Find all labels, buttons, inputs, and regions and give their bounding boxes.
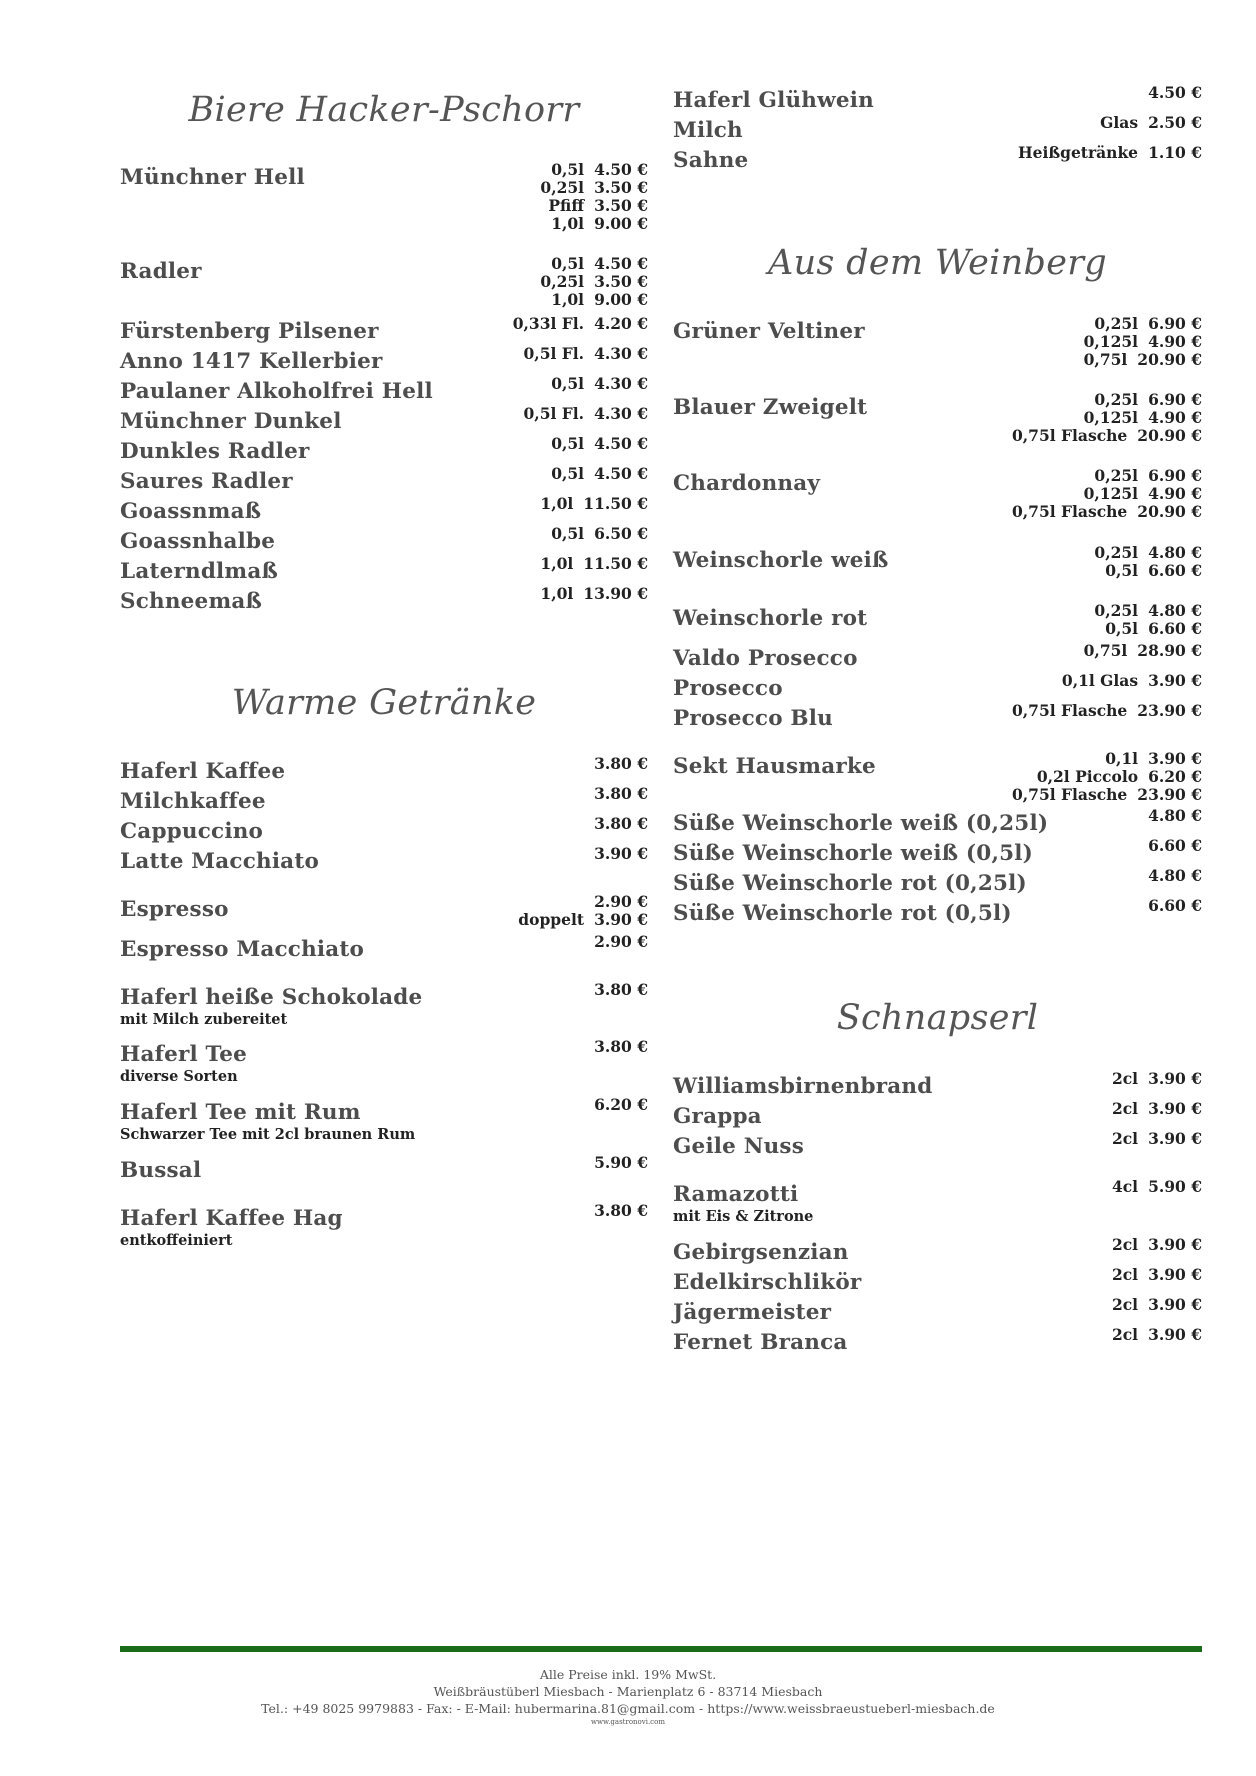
price-amount: 3.50 € — [594, 196, 648, 215]
price-list — [1112, 1296, 1202, 1314]
price-amount: 3.90 € — [1148, 671, 1202, 690]
serving-size: 0,25l — [1094, 543, 1139, 562]
price-amount: 4.90 € — [1148, 332, 1202, 351]
menu-item-description: Schwarzer Tee mit 2cl braunen Rum — [120, 1126, 416, 1143]
menu-item-name: Paulaner Alkoholfrei Hell — [120, 379, 433, 404]
serving-size: 1,0l — [540, 554, 574, 573]
menu-item-name: Anno 1417 Kellerbier — [120, 349, 383, 374]
price-amount: 13.90 € — [583, 584, 648, 603]
price-amount: 6.20 € — [1148, 767, 1202, 786]
price-amount: 20.90 € — [1137, 426, 1202, 445]
price-line — [594, 1038, 648, 1056]
menu-item-description: mit Milch zubereitet — [120, 1011, 288, 1028]
serving-size: doppelt — [518, 910, 585, 929]
menu-item-name: Fürstenberg Pilsener — [120, 319, 379, 344]
menu-item-name: Prosecco — [673, 676, 783, 701]
price-list — [1112, 1070, 1202, 1088]
price-line — [540, 291, 648, 309]
serving-size: 0,5l — [551, 434, 585, 453]
serving-size: 0,5l — [1105, 619, 1139, 638]
price-list — [594, 933, 648, 951]
menu-item-name: Weinschorle weiß — [673, 548, 889, 573]
price-list — [594, 1202, 648, 1220]
price-line — [540, 197, 648, 215]
price-line — [1112, 1100, 1202, 1118]
footer — [0, 1666, 1256, 1727]
menu-item-name: Goassnhalbe — [120, 529, 276, 554]
price-line — [513, 315, 648, 333]
price-amount: 6.90 € — [1148, 314, 1202, 333]
price-list — [594, 815, 648, 833]
price-amount: 3.90 € — [1148, 1295, 1202, 1314]
serving-size: 0,25l — [1094, 390, 1139, 409]
price-line — [540, 555, 648, 573]
price-amount: 9.00 € — [594, 214, 648, 233]
price-line — [1012, 409, 1202, 427]
footer-tax-note: Alle Preise inkl. 19% MwSt. — [539, 1667, 717, 1682]
price-amount: 3.80 € — [594, 754, 648, 773]
price-amount: 4.30 € — [594, 344, 648, 363]
serving-size: 0,25l — [540, 178, 585, 197]
price-list — [1148, 84, 1202, 102]
serving-size: 0,5l — [551, 254, 585, 273]
serving-size: 0,5l — [551, 524, 585, 543]
price-list — [540, 255, 648, 309]
price-amount: 2.90 € — [594, 892, 648, 911]
price-line — [1112, 1070, 1202, 1088]
price-amount: 11.50 € — [583, 554, 648, 573]
price-line — [1062, 672, 1202, 690]
price-list — [1084, 642, 1202, 660]
price-list — [1148, 867, 1202, 885]
price-amount: 28.90 € — [1137, 641, 1202, 660]
section-heading-warme-getranke: Warme Getränke — [231, 683, 537, 723]
price-amount: 4.50 € — [594, 254, 648, 273]
price-list — [1062, 672, 1202, 690]
price-list — [540, 555, 648, 573]
price-line — [594, 785, 648, 803]
price-line — [540, 255, 648, 273]
menu-item-name: Laterndlmaß — [120, 559, 279, 584]
price-amount: 3.80 € — [594, 1201, 648, 1220]
menu-item-name: Williamsbirnenbrand — [673, 1074, 933, 1099]
price-list — [540, 161, 648, 233]
price-line — [1112, 1130, 1202, 1148]
price-amount: 3.90 € — [1148, 1099, 1202, 1118]
price-line — [1112, 1236, 1202, 1254]
serving-size: 1,0l — [540, 584, 574, 603]
price-list — [1012, 702, 1202, 720]
menu-item-name: Saures Radler — [120, 469, 293, 494]
menu-item-name: Valdo Prosecco — [673, 646, 858, 671]
price-list — [1094, 602, 1202, 638]
menu-item-name: Fernet Branca — [673, 1330, 848, 1355]
price-list — [1112, 1236, 1202, 1254]
price-line — [594, 981, 648, 999]
price-line — [1012, 427, 1202, 445]
menu-item-name: Süße Weinschorle weiß (0,25l) — [673, 811, 1049, 836]
serving-size: 0,25l — [1094, 466, 1139, 485]
price-line — [551, 525, 648, 543]
price-list — [594, 1038, 648, 1056]
price-line — [540, 495, 648, 513]
price-line — [1012, 503, 1202, 521]
price-line — [1084, 642, 1202, 660]
serving-size: 0,1l Glas — [1061, 671, 1139, 690]
serving-size: 0,125l — [1083, 332, 1139, 351]
footer-contact: Tel.: +49 8025 9979883 - Fax: - E-Mail: hubermarina.81@gmail.com - https://www.weissbraeustueberl-miesbach.de — [261, 1701, 995, 1716]
menu-item-name: Edelkirschlikör — [673, 1270, 862, 1295]
price-line — [1018, 144, 1202, 162]
menu-item-name: Sahne — [673, 148, 749, 173]
menu-item-name: Ramazotti — [673, 1182, 799, 1207]
price-list — [1012, 391, 1202, 445]
price-amount: 4.30 € — [594, 374, 648, 393]
price-line — [551, 375, 648, 393]
price-amount: 2.90 € — [594, 932, 648, 951]
price-amount: 3.90 € — [594, 844, 648, 863]
price-line — [1012, 786, 1202, 804]
price-list — [1018, 144, 1202, 162]
price-list — [594, 755, 648, 773]
price-amount: 11.50 € — [583, 494, 648, 513]
menu-item-name: Haferl Tee mit Rum — [120, 1100, 361, 1125]
price-line — [524, 405, 648, 423]
serving-size: 0,75l Flasche — [1012, 701, 1128, 720]
menu-item-description: diverse Sorten — [120, 1068, 238, 1085]
price-amount: 4.50 € — [594, 434, 648, 453]
serving-size: 0,5l — [1105, 561, 1139, 580]
price-line — [518, 911, 648, 929]
menu-item-name: Haferl Kaffee — [120, 759, 286, 784]
price-line — [1148, 807, 1202, 825]
price-list — [1100, 114, 1202, 132]
price-amount: 9.00 € — [594, 290, 648, 309]
price-list — [524, 405, 648, 423]
price-line — [594, 845, 648, 863]
price-line — [1012, 750, 1202, 768]
price-line — [1112, 1296, 1202, 1314]
price-list — [1084, 315, 1202, 369]
price-line — [1112, 1178, 1202, 1196]
serving-size: 0,5l Fl. — [523, 404, 585, 423]
price-amount: 1.10 € — [1148, 143, 1202, 162]
menu-item-name: Gebirgsenzian — [673, 1240, 849, 1265]
menu-item-name: Prosecco Blu — [673, 706, 833, 731]
price-amount: 20.90 € — [1137, 350, 1202, 369]
price-list — [1112, 1100, 1202, 1118]
serving-size: 0,25l — [1094, 601, 1139, 620]
menu-item-name: Goassnmaß — [120, 499, 262, 524]
price-amount: 3.50 € — [594, 272, 648, 291]
menu-item-name: Haferl Kaffee Hag — [120, 1206, 343, 1231]
menu-item-name: Dunkles Radler — [120, 439, 310, 464]
price-amount: 23.90 € — [1137, 785, 1202, 804]
price-amount: 4.80 € — [1148, 866, 1202, 885]
serving-size: 0,75l — [1083, 641, 1128, 660]
price-line — [1094, 602, 1202, 620]
price-amount: 4.30 € — [594, 404, 648, 423]
price-amount: 3.90 € — [1148, 1265, 1202, 1284]
price-line — [518, 893, 648, 911]
price-list — [540, 585, 648, 603]
serving-size: 0,125l — [1083, 484, 1139, 503]
menu-item-name: Süße Weinschorle rot (0,25l) — [673, 871, 1027, 896]
price-amount: 6.90 € — [1148, 466, 1202, 485]
menu-item-description: entkoffeiniert — [120, 1232, 233, 1249]
serving-size: 2cl — [1111, 1325, 1139, 1344]
price-line — [1094, 562, 1202, 580]
price-amount: 4.90 € — [1148, 484, 1202, 503]
price-list — [1112, 1326, 1202, 1344]
price-line — [594, 1154, 648, 1172]
price-amount: 20.90 € — [1137, 502, 1202, 521]
section-heading-biere-hacker-pschorr: Biere Hacker-Pschorr — [188, 90, 580, 130]
price-line — [524, 345, 648, 363]
serving-size: Glas — [1100, 113, 1139, 132]
serving-size: 0,2l Piccolo — [1036, 767, 1139, 786]
price-list — [594, 785, 648, 803]
section-heading-schnapserl: Schnapserl — [836, 998, 1039, 1038]
serving-size: 0,5l — [551, 464, 585, 483]
menu-item-name: Grüner Veltiner — [673, 319, 865, 344]
price-list — [594, 1096, 648, 1114]
menu-item-name: Süße Weinschorle weiß (0,5l) — [673, 841, 1034, 866]
price-amount: 3.80 € — [594, 1037, 648, 1056]
price-line — [1148, 84, 1202, 102]
price-line — [1094, 544, 1202, 562]
menu-item-name: Münchner Hell — [120, 165, 305, 190]
menu-item-name: Radler — [120, 259, 202, 284]
serving-size: 1,0l — [551, 214, 585, 233]
price-amount: 2.50 € — [1148, 113, 1202, 132]
menu-item-name: Milch — [673, 118, 743, 143]
price-list — [594, 1154, 648, 1172]
serving-size: 0,75l — [1083, 350, 1128, 369]
price-amount: 6.60 € — [1148, 836, 1202, 855]
price-line — [1012, 467, 1202, 485]
price-list — [540, 495, 648, 513]
price-amount: 3.80 € — [594, 980, 648, 999]
price-amount: 4.80 € — [1148, 543, 1202, 562]
price-list — [1112, 1178, 1202, 1196]
price-list — [1012, 467, 1202, 521]
serving-size: Pfiff — [548, 196, 585, 215]
price-amount: 4.20 € — [594, 314, 648, 333]
footer-divider — [120, 1646, 1202, 1652]
price-list — [524, 345, 648, 363]
price-line — [540, 161, 648, 179]
price-amount: 6.60 € — [1148, 561, 1202, 580]
price-line — [594, 1096, 648, 1114]
price-amount: 3.90 € — [1148, 1069, 1202, 1088]
serving-size: 0,75l Flasche — [1012, 426, 1128, 445]
price-amount: 6.60 € — [1148, 896, 1202, 915]
price-list — [594, 845, 648, 863]
price-list — [1112, 1130, 1202, 1148]
footer-address: Weißbräustüberl Miesbach - Marienplatz 6 - 83714 Miesbach — [433, 1684, 823, 1699]
menu-item-name: Cappuccino — [120, 819, 264, 844]
price-amount: 4.80 € — [1148, 806, 1202, 825]
menu-item-name: Geile Nuss — [673, 1134, 805, 1159]
price-amount: 4.50 € — [594, 464, 648, 483]
price-line — [540, 215, 648, 233]
price-amount: 3.90 € — [594, 910, 648, 929]
price-amount: 3.90 € — [1148, 1129, 1202, 1148]
price-line — [594, 815, 648, 833]
price-amount: 5.90 € — [1148, 1177, 1202, 1196]
price-list — [551, 465, 648, 483]
price-line — [1084, 315, 1202, 333]
menu-item-name: Münchner Dunkel — [120, 409, 342, 434]
price-amount: 3.90 € — [1148, 749, 1202, 768]
price-line — [1100, 114, 1202, 132]
menu-item-name: Bussal — [120, 1158, 202, 1183]
menu-item-name: Latte Macchiato — [120, 849, 319, 874]
price-line — [551, 435, 648, 453]
price-list — [551, 525, 648, 543]
serving-size: Heißgetränke — [1017, 143, 1139, 162]
serving-size: 0,75l Flasche — [1012, 785, 1128, 804]
price-list — [1012, 750, 1202, 804]
menu-item-name: Espresso Macchiato — [120, 937, 365, 962]
serving-size: 2cl — [1111, 1295, 1139, 1314]
menu-item-name: Haferl Tee — [120, 1042, 248, 1067]
serving-size: 0,5l — [551, 374, 585, 393]
price-line — [1094, 620, 1202, 638]
serving-size: 1,0l — [540, 494, 574, 513]
price-line — [1084, 351, 1202, 369]
price-line — [594, 1202, 648, 1220]
price-list — [1094, 544, 1202, 580]
price-line — [1012, 485, 1202, 503]
serving-size: 0,75l Flasche — [1012, 502, 1128, 521]
menu-item-name: Süße Weinschorle rot (0,5l) — [673, 901, 1012, 926]
menu-item-name: Espresso — [120, 897, 229, 922]
price-amount: 5.90 € — [594, 1153, 648, 1172]
section-heading-aus-dem-weinberg: Aus dem Weinberg — [768, 243, 1107, 283]
serving-size: 0,5l Fl. — [523, 344, 585, 363]
serving-size: 4cl — [1111, 1177, 1139, 1196]
price-line — [1112, 1266, 1202, 1284]
price-amount: 4.80 € — [1148, 601, 1202, 620]
price-list — [513, 315, 648, 333]
serving-size: 1,0l — [551, 290, 585, 309]
price-list — [551, 375, 648, 393]
menu-item-name: Milchkaffee — [120, 789, 266, 814]
price-line — [594, 933, 648, 951]
menu-item-name: Weinschorle rot — [673, 606, 868, 631]
price-list — [1148, 807, 1202, 825]
price-list — [551, 435, 648, 453]
price-line — [1012, 768, 1202, 786]
price-amount: 23.90 € — [1137, 701, 1202, 720]
serving-size: 0,33l Fl. — [512, 314, 585, 333]
price-line — [1012, 391, 1202, 409]
price-amount: 3.80 € — [594, 814, 648, 833]
price-amount: 6.60 € — [1148, 619, 1202, 638]
serving-size: 2cl — [1111, 1069, 1139, 1088]
price-line — [540, 179, 648, 197]
price-amount: 4.50 € — [1148, 83, 1202, 102]
menu-item-name: Chardonnay — [673, 471, 821, 496]
price-amount: 3.50 € — [594, 178, 648, 197]
menu-item-name: Jägermeister — [673, 1300, 832, 1325]
price-amount: 6.20 € — [594, 1095, 648, 1114]
price-line — [551, 465, 648, 483]
serving-size: 2cl — [1111, 1129, 1139, 1148]
price-line — [1148, 897, 1202, 915]
menu-item-name: Haferl Glühwein — [673, 88, 874, 113]
serving-size: 0,5l — [551, 160, 585, 179]
price-line — [1112, 1326, 1202, 1344]
price-amount: 6.50 € — [594, 524, 648, 543]
price-line — [540, 585, 648, 603]
menu-item-name: Sekt Hausmarke — [673, 754, 876, 779]
price-amount: 6.90 € — [1148, 390, 1202, 409]
price-amount: 3.80 € — [594, 784, 648, 803]
price-list — [1148, 897, 1202, 915]
serving-size: 2cl — [1111, 1265, 1139, 1284]
menu-item-name: Haferl heiße Schokolade — [120, 985, 423, 1010]
serving-size: 0,25l — [540, 272, 585, 291]
price-amount: 4.50 € — [594, 160, 648, 179]
price-line — [1084, 333, 1202, 351]
serving-size: 0,1l — [1105, 749, 1139, 768]
price-list — [1112, 1266, 1202, 1284]
price-amount: 3.90 € — [1148, 1325, 1202, 1344]
price-list — [1148, 837, 1202, 855]
price-line — [540, 273, 648, 291]
price-line — [1148, 867, 1202, 885]
price-line — [1148, 837, 1202, 855]
price-amount: 3.90 € — [1148, 1235, 1202, 1254]
footer-credit: www.gastronovi.com — [591, 1718, 665, 1726]
serving-size: 0,125l — [1083, 408, 1139, 427]
price-line — [1012, 702, 1202, 720]
price-list — [594, 981, 648, 999]
serving-size: 2cl — [1111, 1235, 1139, 1254]
price-amount: 4.90 € — [1148, 408, 1202, 427]
menu-item-name: Schneemaß — [120, 589, 263, 614]
price-line — [594, 755, 648, 773]
serving-size: 2cl — [1111, 1099, 1139, 1118]
serving-size: 0,25l — [1094, 314, 1139, 333]
menu-item-name: Grappa — [673, 1104, 762, 1129]
menu-item-description: mit Eis & Zitrone — [673, 1208, 814, 1225]
menu-item-name: Blauer Zweigelt — [673, 395, 868, 420]
price-list — [518, 893, 648, 929]
